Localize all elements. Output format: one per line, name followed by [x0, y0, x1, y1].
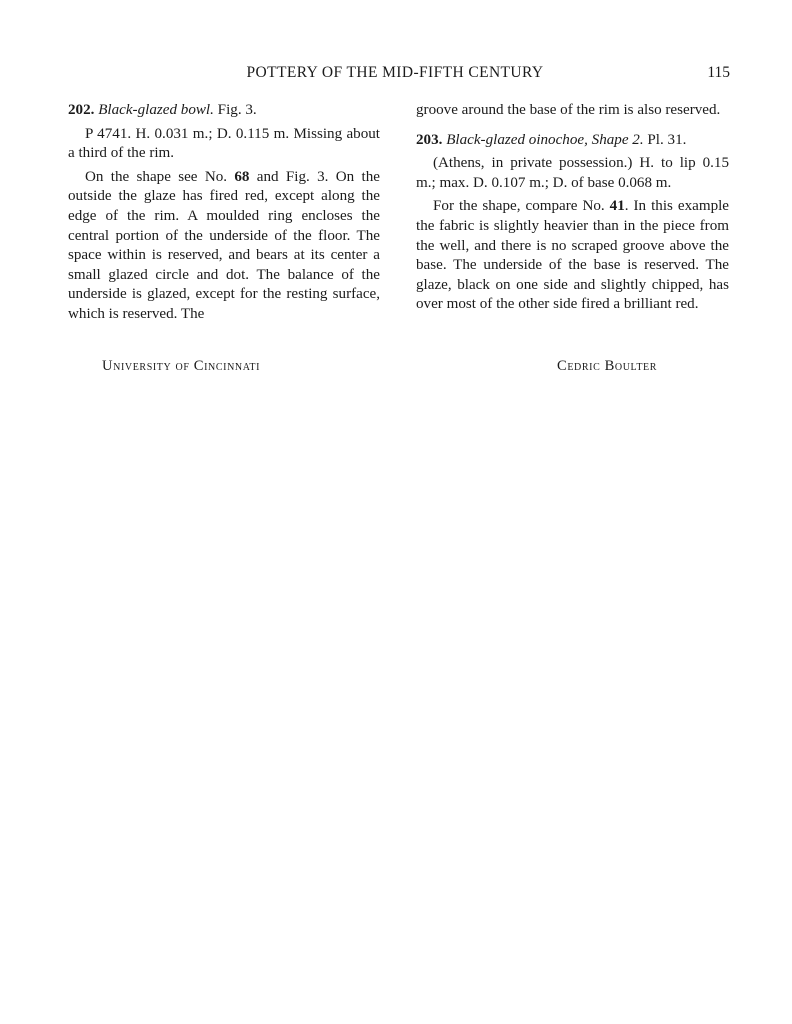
entry-203-number: 203.: [416, 131, 443, 148]
right-column: [416, 101, 729, 319]
entry-203-title: Black-glazed oinochoe, Shape 2.: [446, 131, 644, 148]
entry-202-cross-ref: 68: [234, 168, 250, 185]
entry-203-catalog-info: (Athens, in private possession.) H. to lip 0.15 m.; max. D. 0.107 m.; D. of base 0.068 m.: [416, 155, 729, 191]
entry-203-heading: [416, 131, 729, 151]
entry-202-heading: [68, 101, 380, 121]
entry-202-figure-ref: Fig. 3.: [213, 102, 257, 118]
entry-202-catalog-info: P 4741. H. 0.031 m.; D. 0.115 m. Missing about a third of the rim.: [68, 125, 380, 162]
entry-203-description: [416, 197, 729, 315]
left-column: [68, 101, 380, 329]
running-header-title: POTTERY OF THE MID-FIFTH CENTURY: [246, 64, 544, 81]
entry-202-description: [68, 168, 380, 325]
entry-202-number: 202.: [68, 102, 95, 118]
entry-202-desc-start: On the shape see No.: [85, 168, 235, 185]
entry-202-continuation: groove around the base of the rim is also reserved.: [416, 102, 721, 118]
entry-202-title: Black-glazed bowl.: [98, 102, 214, 118]
entry-203-plate-ref: Pl. 31.: [643, 131, 687, 148]
entry-203-cross-ref: 41: [609, 198, 625, 215]
entry-202-desc-rest: and Fig. 3. On the outside the glaze has fired red, except along the edge of the rim. A moulded ring encloses the central portion of the underside of the floor. The space within is reserved, and bears at its center a small glazed circle and dot. The balance of the underside is glazed, except for the resting surface, which is reserved. The: [68, 168, 380, 322]
entry-203-desc-rest: . In this example the fabric is slightly heavier than in the piece from the well, and there is no scraped groove above the base. The underside of the base is reserved. The glaze, black on one side and slightly chipped, has over most of the other side fired a brilliant red.: [416, 198, 730, 313]
institution-signature: University of Cincinnati: [102, 358, 261, 374]
page-number: 115: [707, 64, 730, 81]
entry-203-desc-start: For the shape, compare No.: [433, 198, 610, 215]
author-signature: Cedric Boulter: [557, 358, 658, 374]
